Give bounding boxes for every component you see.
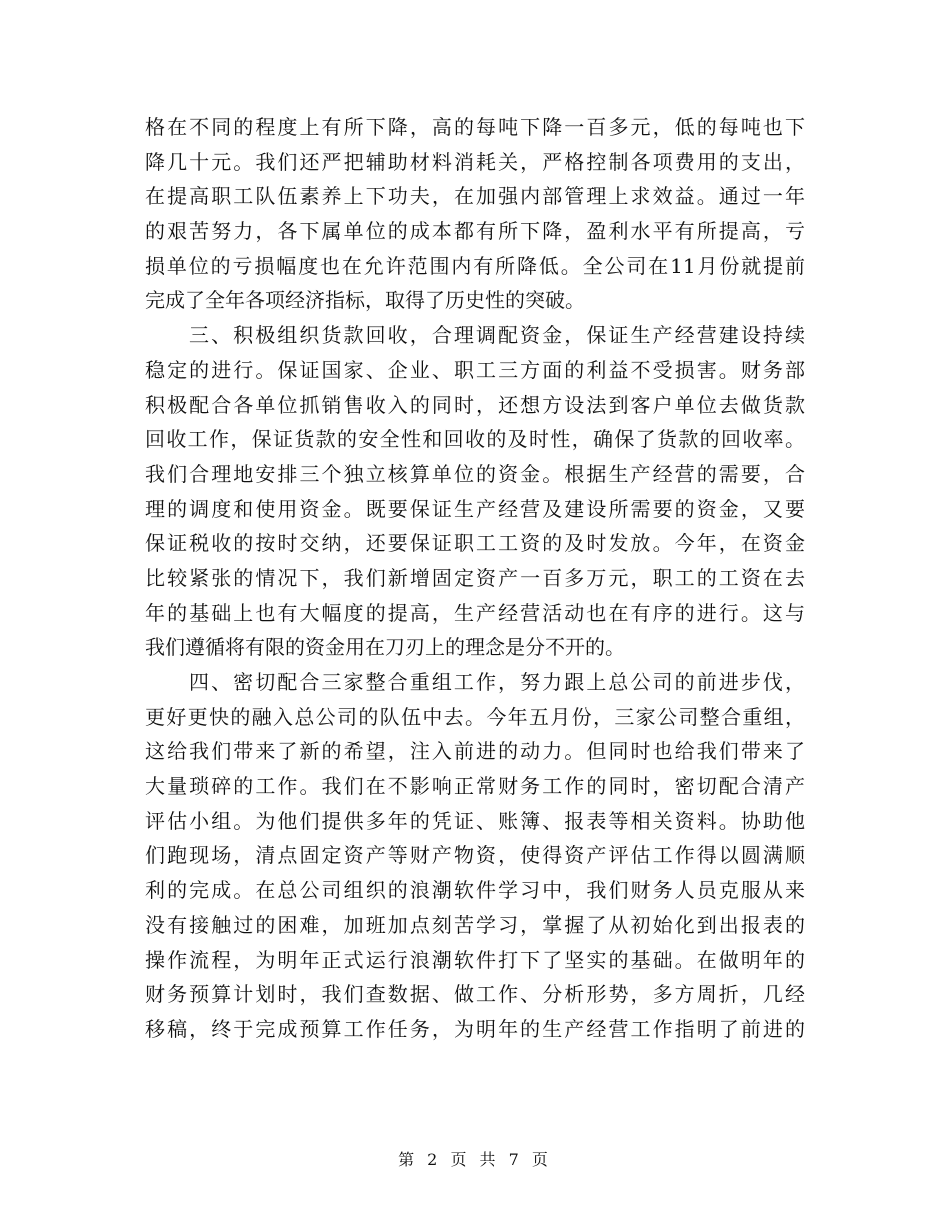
text-line: 完成了全年各项经济指标，取得了历史性的突破。	[145, 288, 585, 313]
paragraph-heading-three: 三、积极组织货款回收，合理调配资金，保证生产经营建设持续	[189, 323, 805, 348]
text-line: 操作流程，为明年正式运行浪潮软件打下了坚实的基础。在做明年的	[145, 947, 805, 972]
text-line: 更好更快的融入总公司的队伍中去。今年五月份，三家公司整合重组，	[145, 704, 805, 729]
text-line: 没有接触过的困难，加班加点刻苦学习，掌握了从初始化到出报表的	[145, 912, 805, 937]
text-line: 稳定的进行。保证国家、企业、职工三方面的利益不受损害。财务部	[145, 357, 805, 382]
text-line: 年的基础上也有大幅度的提高，生产经营活动也在有序的进行。这与	[145, 600, 805, 625]
text-line: 保证税收的按时交纳，还要保证职工工资的及时发放。今年，在资金	[145, 531, 805, 556]
text-line: 评估小组。为他们提供多年的凭证、账簿、报表等相关资料。协助他	[145, 808, 805, 833]
document-body	[145, 110, 805, 1047]
text-line: 大量琐碎的工作。我们在不影响正常财务工作的同时，密切配合清产	[145, 774, 805, 799]
text-line: 在提高职工队伍素养上下功夫，在加强内部管理上求效益。通过一年	[145, 184, 805, 209]
text-line: 移稿，终于完成预算工作任务，为明年的生产经营工作指明了前进的	[145, 1016, 805, 1041]
text-line: 的艰苦努力，各下属单位的成本都有所下降，盈利水平有所提高，亏	[145, 219, 805, 244]
text-line: 我们遵循将有限的资金用在刀刃上的理念是分不开的。	[145, 635, 625, 660]
text-line: 损单位的亏损幅度也在允许范围内有所降低。全公司在11月份就提前	[145, 253, 805, 278]
text-line: 理的调度和使用资金。既要保证生产经营及建设所需要的资金，又要	[145, 496, 805, 521]
text-line: 积极配合各单位抓销售收入的同时，还想方设法到客户单位去做货款	[145, 392, 805, 417]
text-line: 回收工作，保证货款的安全性和回收的及时性，确保了货款的回收率。	[145, 427, 805, 452]
text-line: 们跑现场，清点固定资产等财产物资，使得资产评估工作得以圆满顺	[145, 843, 805, 868]
text-line: 比较紧张的情况下，我们新增固定资产一百多万元，职工的工资在去	[145, 565, 805, 590]
text-line: 我们合理地安排三个独立核算单位的资金。根据生产经营的需要，合	[145, 461, 805, 486]
text-line: 格在不同的程度上有所下降，高的每吨下降一百多元，低的每吨也下	[145, 115, 805, 139]
text-line: 利的完成。在总公司组织的浪潮软件学习中，我们财务人员克服从来	[145, 878, 805, 903]
text-line: 财务预算计划时，我们查数据、做工作、分析形势，多方周折，几经	[145, 982, 805, 1007]
text-line: 降几十元。我们还严把辅助材料消耗关，严格控制各项费用的支出，	[145, 149, 805, 174]
paragraph-heading-four: 四、密切配合三家整合重组工作，努力跟上总公司的前进步伐，	[189, 670, 805, 694]
page-number-footer: 第 2 页 共 7 页	[398, 1150, 552, 1169]
text-line: 这给我们带来了新的希望，注入前进的动力。但同时也给我们带来了	[145, 739, 805, 764]
